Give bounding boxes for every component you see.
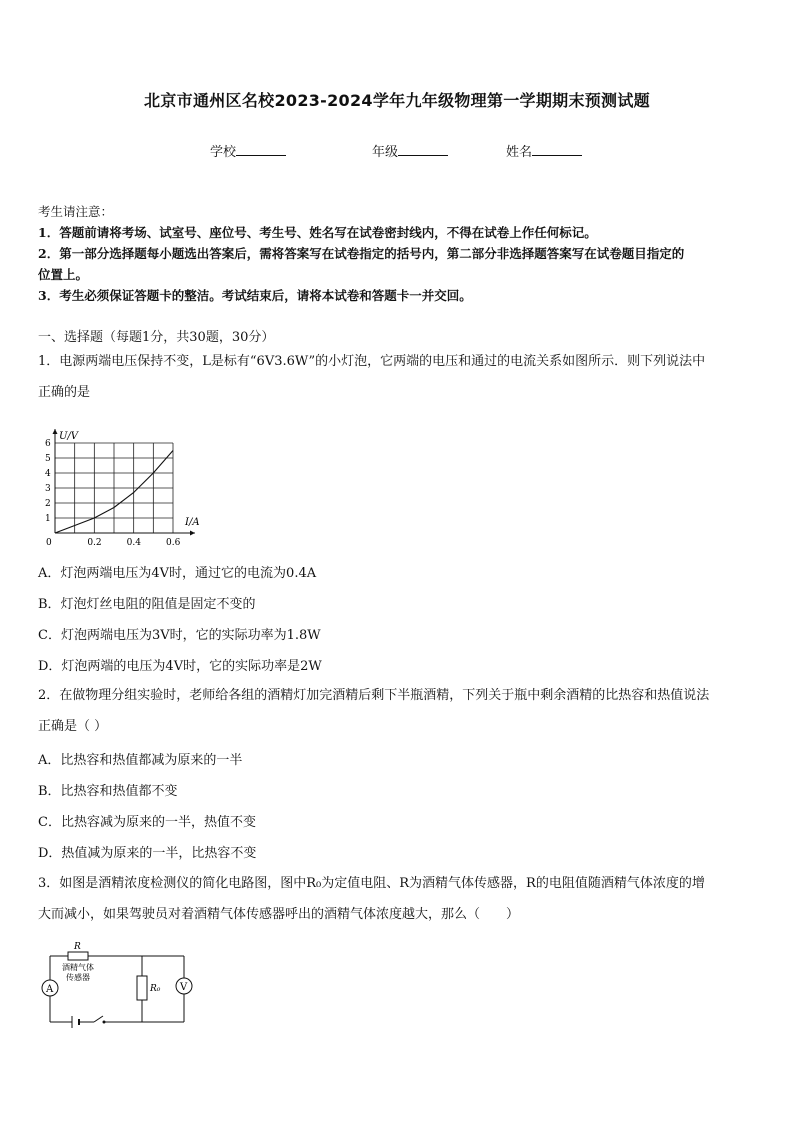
q1-stem-line: 1．电源两端电压保持不变，L是标有“6V3.6W”的小灯泡，它两端的电压和通过的电流关系如图所示．则下列说法中 xyxy=(38,354,706,369)
notice-heading: 考生请注意： xyxy=(38,204,114,219)
grade-blank[interactable] xyxy=(398,143,448,156)
chart-y-tick-label: 4 xyxy=(45,469,51,479)
q1-stem-line: 正确的是 xyxy=(38,385,91,400)
sensor-resistor xyxy=(68,952,88,960)
page-title: 北京市通州区名校2023-2024学年九年级物理第一学期期末预测试题 xyxy=(144,91,650,110)
q1-option-a[interactable]: A．灯泡两端电压为4V时，通过它的电流为0.4A xyxy=(38,566,317,581)
notice-item: 3．考生必须保证答题卡的整洁。考试结束后，请将本试卷和答题卡一并交回。 xyxy=(38,288,472,303)
sensor-text: 传感器 xyxy=(66,973,90,982)
chart-x-tick-label: 0.2 xyxy=(87,538,102,548)
notice-item: 1．答题前请将考场、试室号、座位号、考生号、姓名写在试卷密封线内，不得在试卷上作任何标记。 xyxy=(38,225,597,240)
q2-option-c[interactable]: C．比热容减为原来的一半，热值不变 xyxy=(38,815,256,830)
chart-x-tick-label: 0.4 xyxy=(126,538,141,548)
q3-circuit-diagram xyxy=(38,940,198,1030)
q1-stem xyxy=(38,346,760,408)
q1-ui-graph xyxy=(38,415,218,550)
chart-x-tick-label: 0.6 xyxy=(166,538,181,548)
chart-x-arrow xyxy=(190,531,195,536)
chart-origin-label: 0 xyxy=(46,538,52,548)
chart-y-arrow xyxy=(53,429,58,434)
notice-block xyxy=(38,201,758,306)
chart-ticks xyxy=(45,439,181,548)
notice-item: 2．第一部分选择题每小题选出答案后，需将答案写在试卷指定的括号内，第二部分非选择题答案写在试卷题目指定的 xyxy=(38,246,685,261)
chart-y-tick-label: 5 xyxy=(45,454,51,464)
grade-field xyxy=(372,141,448,160)
chart-y-tick-label: 1 xyxy=(45,514,51,524)
fixed-resistor-label: R₀ xyxy=(150,984,161,994)
q3-stem-line: 大而减小，如果驾驶员对着酒精气体传感器呼出的酒精气体浓度越大，那么（ ） xyxy=(38,907,520,922)
q2-stem xyxy=(38,680,760,742)
school-label: 学校 xyxy=(210,145,237,160)
q1-option-b[interactable]: B．灯泡灯丝电阻的阻值是固定不变的 xyxy=(38,597,256,612)
q2-stem-line: 2．在做物理分组实验时，老师给各组的酒精灯加完酒精后剩下半瓶酒精，下列关于瓶中剩余酒精的比热容和热值说法 xyxy=(38,688,710,703)
chart-y-axis-label: U/V xyxy=(59,431,79,442)
ammeter-label: A xyxy=(46,984,54,995)
sensor-text: 酒精气体 xyxy=(62,963,94,972)
chart-x-axis-label: I/A xyxy=(185,517,200,528)
q2-option-d[interactable]: D．热值减为原来的一半，比热容不变 xyxy=(38,846,257,861)
chart-grid xyxy=(55,443,173,533)
section-title: 一、选择题（每题1分，共30题，30分） xyxy=(38,330,275,345)
fixed-resistor xyxy=(137,976,147,1000)
chart-axes xyxy=(53,429,196,536)
sensor-label: R xyxy=(74,942,81,952)
name-label: 姓名 xyxy=(506,145,533,160)
voltmeter-label: V xyxy=(180,982,188,993)
chart-y-tick-label: 3 xyxy=(45,484,51,494)
q1-option-d[interactable]: D．灯泡两端的电压为4V时，它的实际功率是2W xyxy=(38,659,322,674)
q2-option-b[interactable]: B．比热容和热值都不变 xyxy=(38,784,178,799)
name-field xyxy=(506,141,582,160)
battery-icon xyxy=(72,1016,79,1028)
chart-y-tick-label: 2 xyxy=(45,499,51,509)
school-field xyxy=(210,141,286,160)
switch-icon xyxy=(94,1016,105,1023)
q2-stem-line: 正确是（ ） xyxy=(38,719,108,734)
notice-item: 位置上。 xyxy=(38,267,89,282)
name-blank[interactable] xyxy=(532,143,582,156)
chart-y-tick-label: 6 xyxy=(45,439,51,449)
school-blank[interactable] xyxy=(236,143,286,156)
grade-label: 年级 xyxy=(372,145,399,160)
q2-option-a[interactable]: A．比热容和热值都减为原来的一半 xyxy=(38,753,243,768)
q3-stem xyxy=(38,868,760,930)
q3-stem-line: 3．如图是酒精浓度检测仪的简化电路图，图中R₀为定值电阻、R为酒精气体传感器，R的电阻值随酒精气体浓度的增 xyxy=(38,876,705,891)
q1-option-c[interactable]: C．灯泡两端电压为3V时，它的实际功率为1.8W xyxy=(38,628,321,643)
